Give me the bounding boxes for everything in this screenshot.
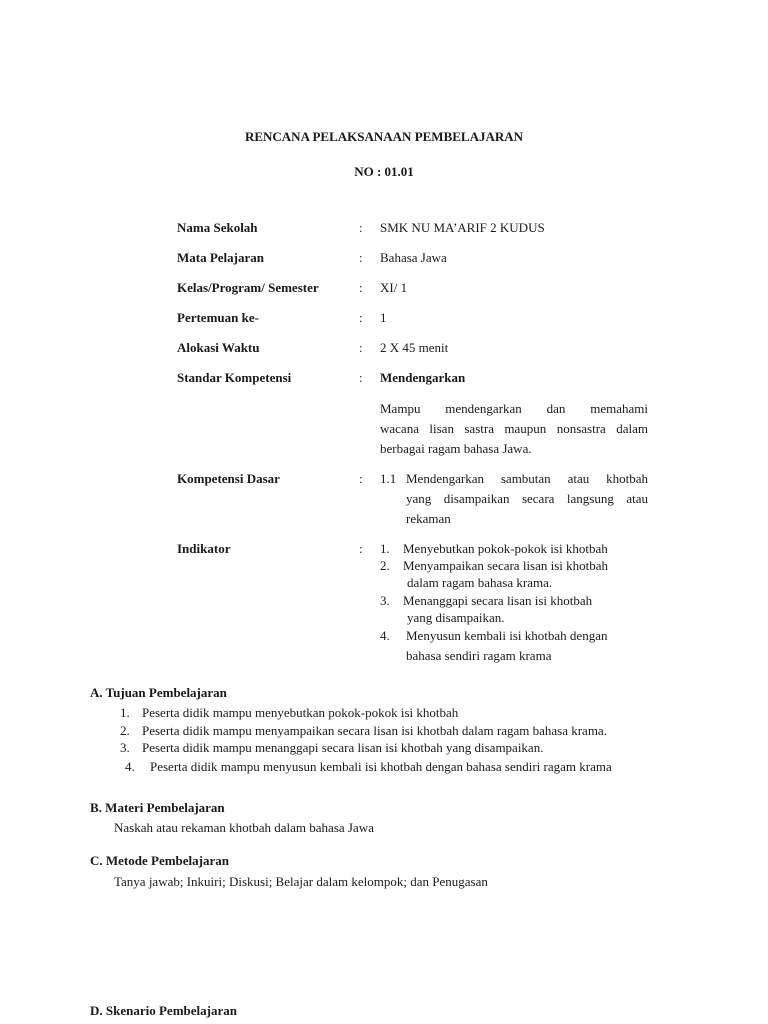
tujuan-num: 4. (125, 759, 135, 774)
label-kompetensi-dasar: Kompetensi Dasar (177, 471, 280, 486)
colon: : (359, 471, 363, 486)
section-a-heading: A. Tujuan Pembelajaran (90, 685, 227, 700)
indikator-num: 4. (380, 628, 390, 643)
colon: : (359, 370, 363, 385)
value-pertemuan: 1 (380, 310, 387, 325)
tujuan-num: 2. (120, 723, 130, 738)
value-standar-kompetensi: Mendengarkan (380, 370, 466, 385)
tujuan-text: Peserta didik mampu menyusun kembali isi khotbah dengan bahasa sendiri ragam krama (150, 759, 612, 774)
label-indikator: Indikator (177, 541, 231, 556)
colon: : (359, 280, 363, 295)
value-mata-pelajaran: Bahasa Jawa (380, 250, 447, 265)
section-d-heading: D. Skenario Pembelajaran (90, 1003, 237, 1018)
colon: : (359, 541, 363, 556)
indikator-num: 2. (380, 558, 390, 573)
kd-text (406, 469, 648, 529)
tujuan-num: 1. (120, 705, 130, 720)
document-title: RENCANA PELAKSANAAN PEMBELAJARAN (244, 129, 524, 144)
colon: : (359, 250, 363, 265)
section-b-heading: B. Materi Pembelajaran (90, 800, 225, 815)
label-standar-kompetensi: Standar Kompetensi (177, 370, 292, 385)
kd-number: 1.1 (380, 471, 397, 486)
value-alokasi-waktu: 2 X 45 menit (380, 340, 449, 355)
sk-description (380, 399, 648, 459)
indikator-text: bahasa sendiri ragam krama (406, 648, 552, 663)
kd-line: yang disampaikan secara langsung atau (406, 491, 648, 506)
label-nama-sekolah: Nama Sekolah (177, 220, 258, 235)
sk-line: berbagai ragam bahasa Jawa. (380, 441, 532, 456)
section-c-heading: C. Metode Pembelajaran (90, 853, 229, 868)
indikator-text: Menyebutkan pokok-pokok isi khotbah (403, 541, 608, 556)
metode-text: Tanya jawab; Inkuiri; Diskusi; Belajar dalam kelompok; dan Penugasan (114, 874, 488, 889)
tujuan-text: Peserta didik mampu menyebutkan pokok-pokok isi khotbah (142, 705, 459, 720)
colon: : (359, 340, 363, 355)
colon: : (359, 220, 363, 235)
value-kelas: XI/ 1 (380, 280, 408, 295)
tujuan-num: 3. (120, 740, 130, 755)
sk-line: Mampu mendengarkan dan memahami (380, 401, 648, 416)
indikator-text: Menyampaikan secara lisan isi khotbah (403, 558, 609, 573)
label-alokasi-waktu: Alokasi Waktu (177, 340, 260, 355)
kd-line: rekaman (406, 511, 451, 526)
indikator-num: 1. (380, 541, 390, 556)
sk-line: wacana lisan sastra maupun nonsastra dalam (380, 421, 648, 436)
colon: : (359, 310, 363, 325)
indikator-num: 3. (380, 593, 390, 608)
materi-text: Naskah atau rekaman khotbah dalam bahasa Jawa (114, 820, 374, 835)
label-pertemuan: Pertemuan ke- (177, 310, 259, 325)
label-mata-pelajaran: Mata Pelajaran (177, 250, 265, 265)
tujuan-text: Peserta didik mampu menanggapi secara lisan isi khotbah yang disampaikan. (142, 740, 544, 755)
tujuan-text: Peserta didik mampu menyampaikan secara lisan isi khotbah dalam ragam bahasa krama. (142, 723, 607, 738)
indikator-text: Menanggapi secara lisan isi khotbah (403, 593, 593, 608)
kd-line: Mendengarkan sambutan atau khotbah (406, 471, 648, 486)
indikator-text: Menyusun kembali isi khotbah dengan (406, 628, 608, 643)
indikator-text: dalam ragam bahasa krama. (407, 575, 553, 590)
indikator-text: yang disampaikan. (407, 610, 505, 625)
label-kelas: Kelas/Program/ Semester (177, 280, 319, 295)
value-nama-sekolah: SMK NU MA’ARIF 2 KUDUS (380, 220, 545, 235)
document-number: NO : 01.01 (354, 164, 414, 179)
